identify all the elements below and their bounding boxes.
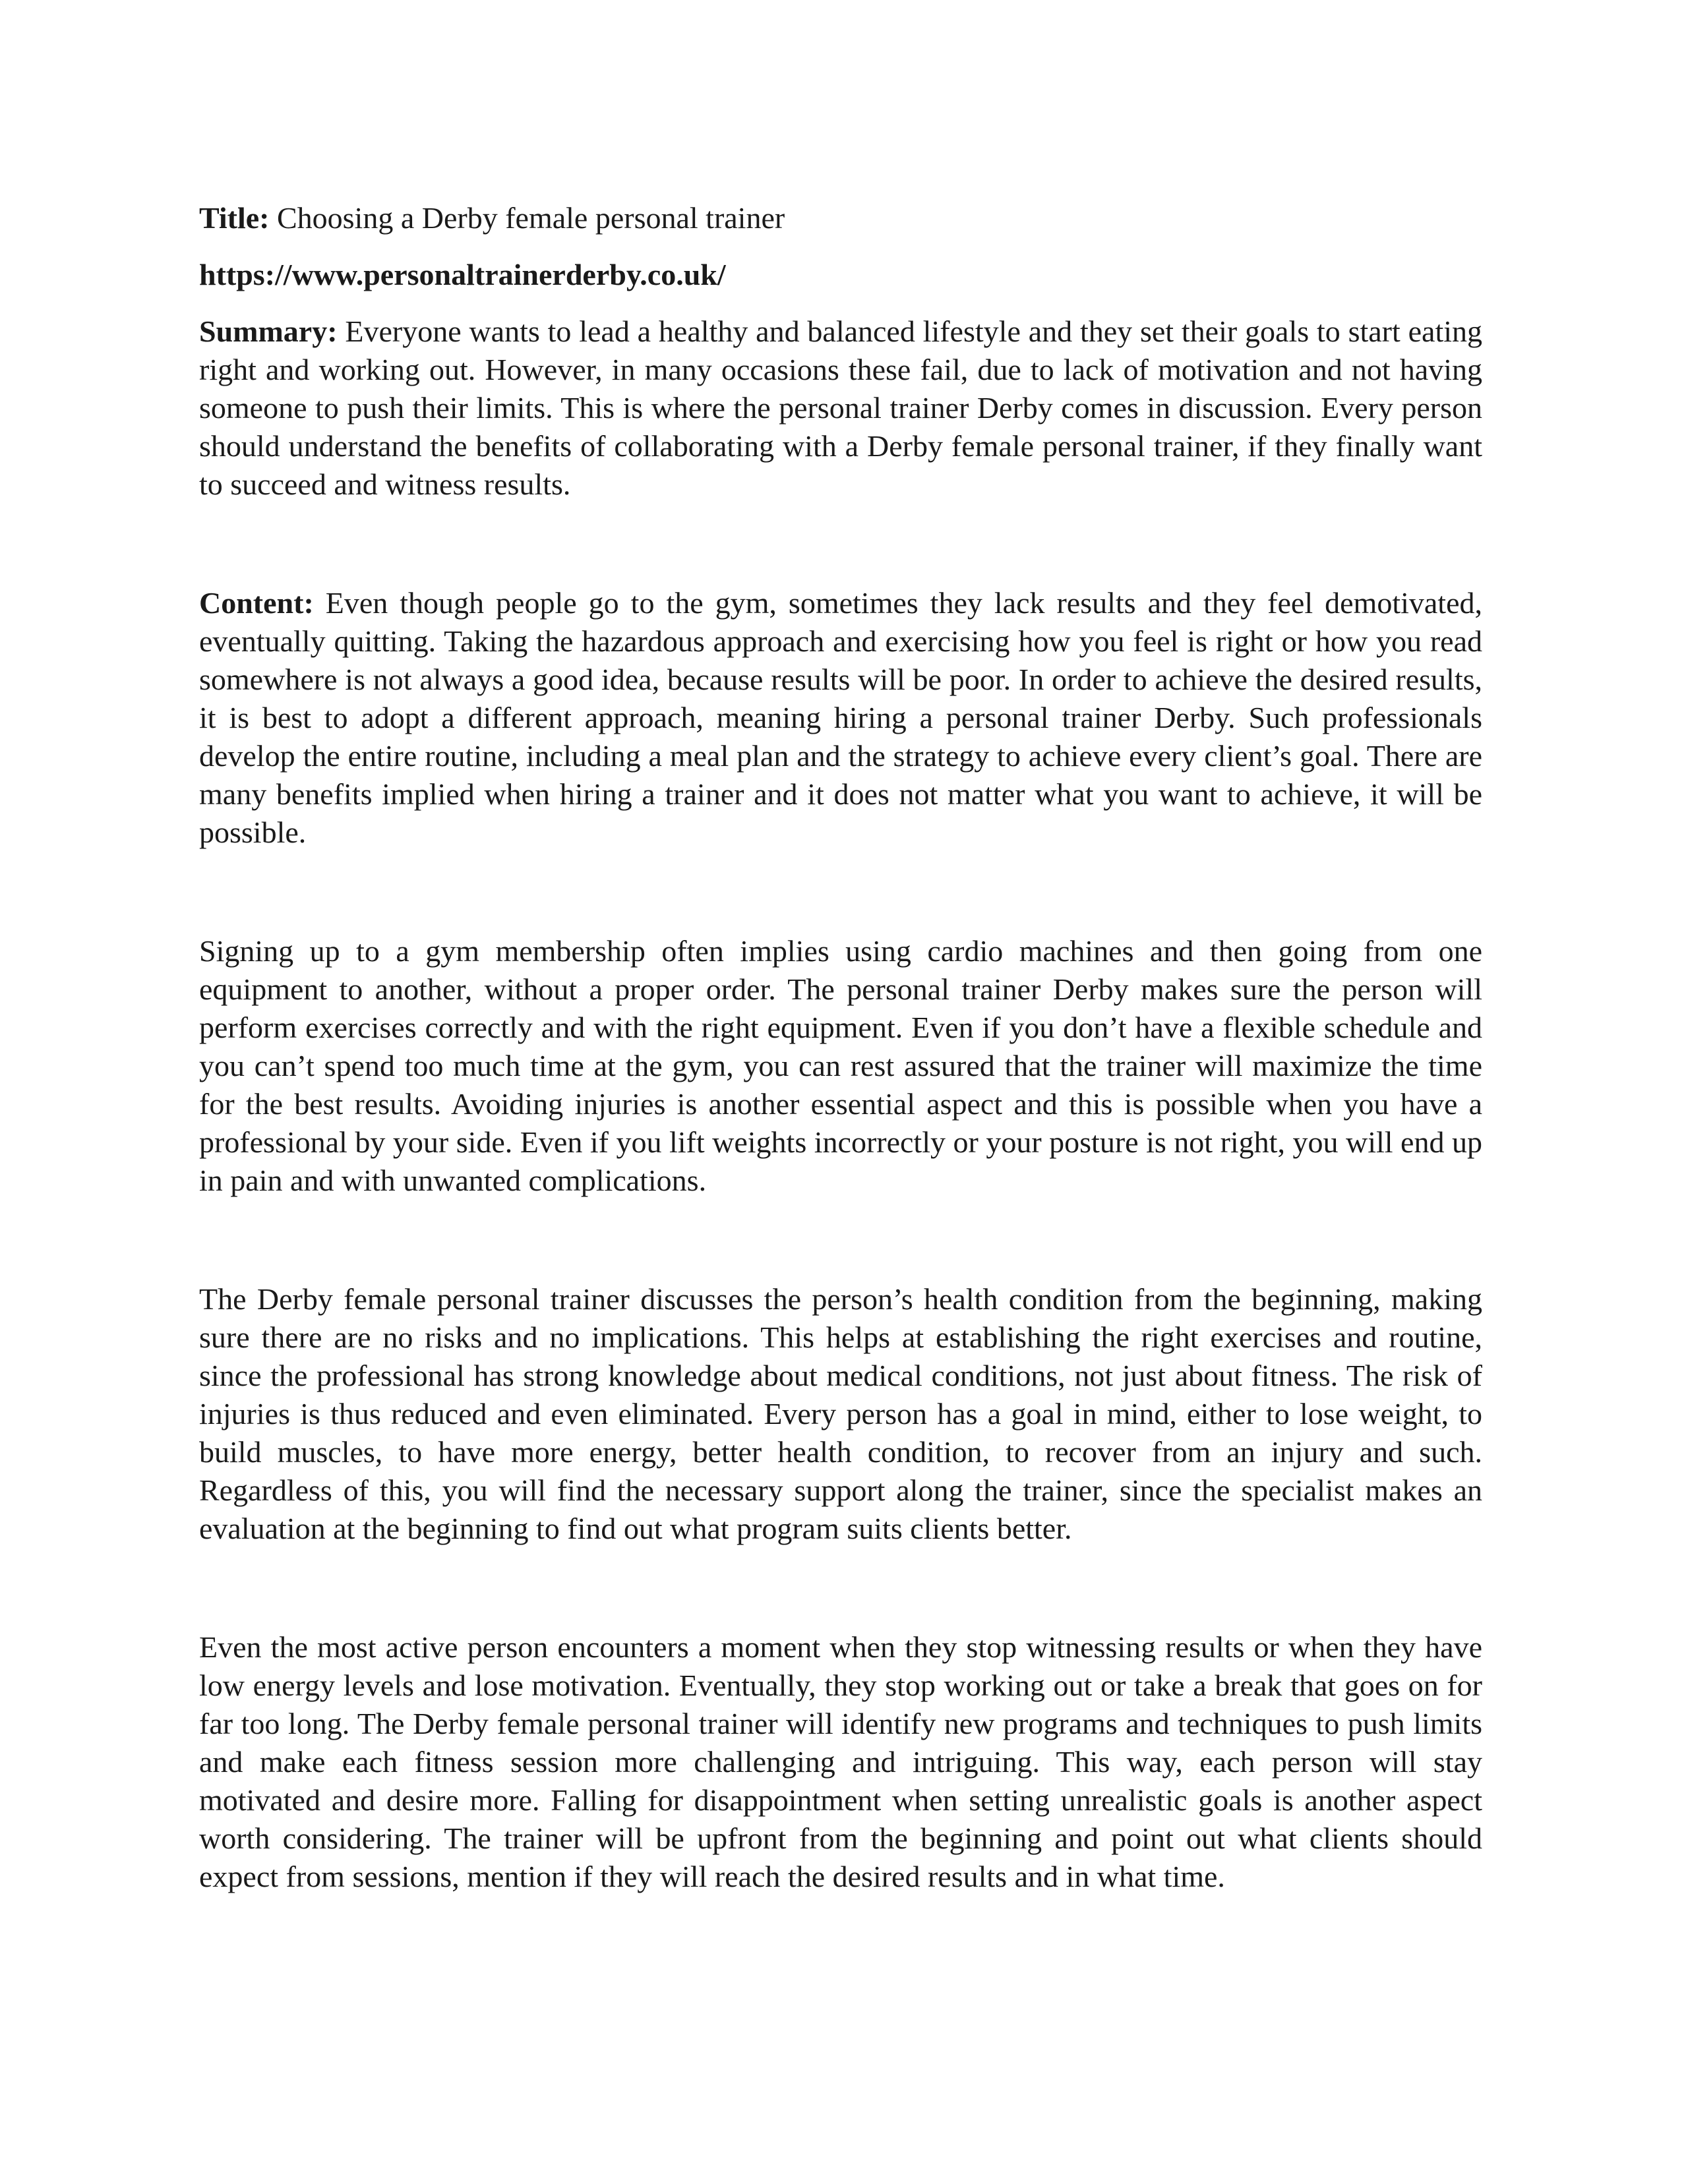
document-title <box>199 199 1482 237</box>
content-label: Content: <box>199 586 314 620</box>
document-page <box>199 198 1482 1896</box>
body-paragraph-3: The Derby female personal trainer discusses the person’s health condition from the beginning, making sure there are no risks and no implications. This helps at establishing the right exercises and routine, since the professional has strong knowledge about medical conditions, not just about fitness. The risk of injuries is thus reduced and even eliminated. Every person has a goal in mind, either to lose weight, to build muscles, to have more energy, better health condition, to recover from an injury and such. Regardless of this, you will find the necessary support along the trainer, since the specialist makes an evaluation at the beginning to find out what program suits clients better. <box>199 1282 1482 1545</box>
summary-text: Everyone wants to lead a healthy and balanced lifestyle and they set their goals to start eating right and working out. However, in many occasions these fail, due to lack of motivation and not having someone to push their limits. This is where the personal trainer Derby comes in discussion. Every person should understand the benefits of collaborating with a Derby female personal trainer, if they finally want to succeed and witness results. <box>199 314 1482 501</box>
content-text: Even though people go to the gym, sometimes they lack results and they feel demotivated, eventually quitting. Taking the hazardous approach and exercising how you feel is right or how you read somewhere is not always a good idea, because results will be poor. In order to achieve the desired results, it is best to adopt a different approach, meaning hiring a personal trainer Derby. Such professionals develop the entire routine, including a meal plan and the strategy to achieve every client’s goal. There are many benefits implied when hiring a trainer and it does not matter what you want to achieve, it will be possible. <box>199 586 1482 849</box>
title-text: Choosing a Derby female personal trainer <box>269 201 785 235</box>
body-paragraph-4: Even the most active person encounters a moment when they stop witnessing results or when they have low energy levels and lose motivation. Eventually, they stop working out or take a break that goes on for far too long. The Derby female personal trainer will identify new programs and techniques to push limits and make each fitness session more challenging and intriguing. This way, each person will stay motivated and desire more. Falling for disappointment when setting unrealistic goals is another aspect worth considering. The trainer will be upfront from the beginning and point out what clients should expect from sessions, mention if they will reach the desired results and in what time. <box>199 1630 1482 1893</box>
summary-label: Summary: <box>199 314 338 348</box>
body-paragraph-2: Signing up to a gym membership often implies using cardio machines and then going from one equipment to another, without a proper order. The personal trainer Derby makes sure the person will perform exercises correctly and with the right equipment. Even if you don’t have a flexible schedule and you can’t spend too much time at the gym, you can rest assured that the trainer will maximize the time for the best results. Avoiding injuries is another essential aspect and this is possible when you have a professional by your side. Even if you lift weights incorrectly or your posture is not right, you will end up in pain and with unwanted complications. <box>199 934 1482 1197</box>
website-url: https://www.personaltrainerderby.co.uk/ <box>199 258 726 291</box>
title-label: Title: <box>199 201 270 235</box>
content-paragraph <box>199 584 1482 852</box>
summary-paragraph <box>199 312 1482 504</box>
